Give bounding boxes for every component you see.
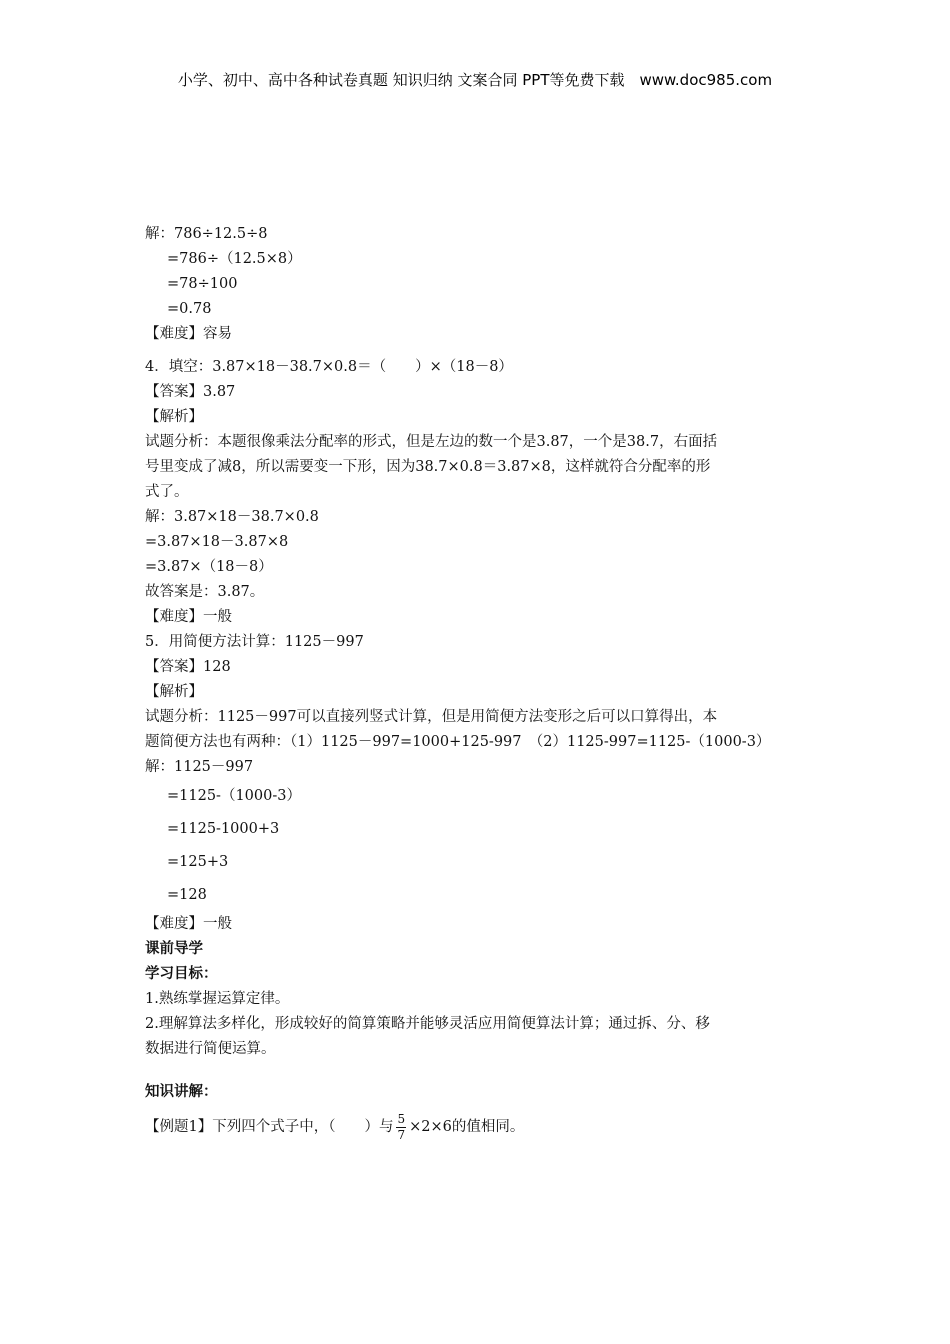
fraction-denominator: 7	[397, 1127, 406, 1142]
section-heading: 课前导学	[145, 941, 203, 957]
analysis-text: 号里变成了减8，所以需要变一下形，因为38.7×0.8＝3.87×8，这样就符合分配率的形	[145, 459, 711, 475]
page-header: 小学、初中、高中各种试卷真题 知识归纳 文案合同 PPT等免费下载 www.doc985.com	[177, 71, 773, 89]
difficulty-label: 【难度】一般	[145, 916, 232, 932]
analysis-label: 【解析】	[145, 684, 203, 700]
solution-line: =3.87×（18－8）	[145, 559, 273, 575]
goal-item: 1.熟练掌握运算定律。	[145, 991, 290, 1007]
fraction-numerator: 5	[397, 1111, 406, 1126]
solution-line: =786÷（12.5×8）	[167, 251, 302, 267]
solution-line: =1125-1000+3	[167, 821, 280, 837]
goal-item: 2.理解算法多样化，形成较好的简算策略并能够灵活应用简便算法计算；通过拆、分、移	[145, 1016, 710, 1032]
analysis-text: 题简便方法也有两种：（1）1125－997=1000+125-997 （2）1125-997=1125-（1000-3）	[145, 734, 771, 750]
example-text: ×2×6的值相同。	[409, 1119, 525, 1135]
solution-line: =0.78	[167, 301, 212, 317]
analysis-text: 试题分析：本题很像乘法分配率的形式，但是左边的数一个是3.87，一个是38.7，右面括	[145, 434, 718, 450]
analysis-text: 式了。	[145, 484, 189, 500]
document-body	[145, 222, 810, 1149]
solution-line: =78÷100	[167, 276, 238, 292]
subsection-heading: 学习目标：	[145, 966, 218, 982]
solution-line: 故答案是：3.87。	[145, 584, 265, 600]
solution-line: =3.87×18－3.87×8	[145, 534, 289, 550]
answer-label: 【答案】128	[145, 659, 231, 675]
difficulty-label: 【难度】容易	[145, 326, 232, 342]
answer-label: 【答案】3.87	[145, 384, 236, 400]
goal-item: 数据进行简便运算。	[145, 1041, 276, 1057]
example-1	[145, 1105, 810, 1149]
fraction	[396, 1112, 406, 1143]
solution-line: 解：786÷12.5÷8	[145, 226, 268, 242]
example-text: 【例题1】下列四个式子中，（ ）与	[145, 1119, 394, 1135]
analysis-text: 试题分析：1125－997可以直接列竖式计算，但是用简便方法变形之后可以口算得出，本	[145, 709, 718, 725]
solution-line: =1125-（1000-3）	[167, 788, 301, 804]
analysis-label: 【解析】	[145, 409, 203, 425]
solution-line: 解：1125－997	[145, 759, 254, 775]
question-4: 4．填空：3.87×18－38.7×0.8＝（ ）×（18－8）	[145, 359, 513, 375]
subsection-heading: 知识讲解：	[145, 1084, 218, 1100]
solution-line: =125+3	[167, 854, 229, 870]
question-5: 5．用简便方法计算：1125－997	[145, 634, 364, 650]
difficulty-label: 【难度】一般	[145, 609, 232, 625]
solution-line: =128	[167, 887, 207, 903]
solution-line: 解：3.87×18－38.7×0.8	[145, 509, 319, 525]
